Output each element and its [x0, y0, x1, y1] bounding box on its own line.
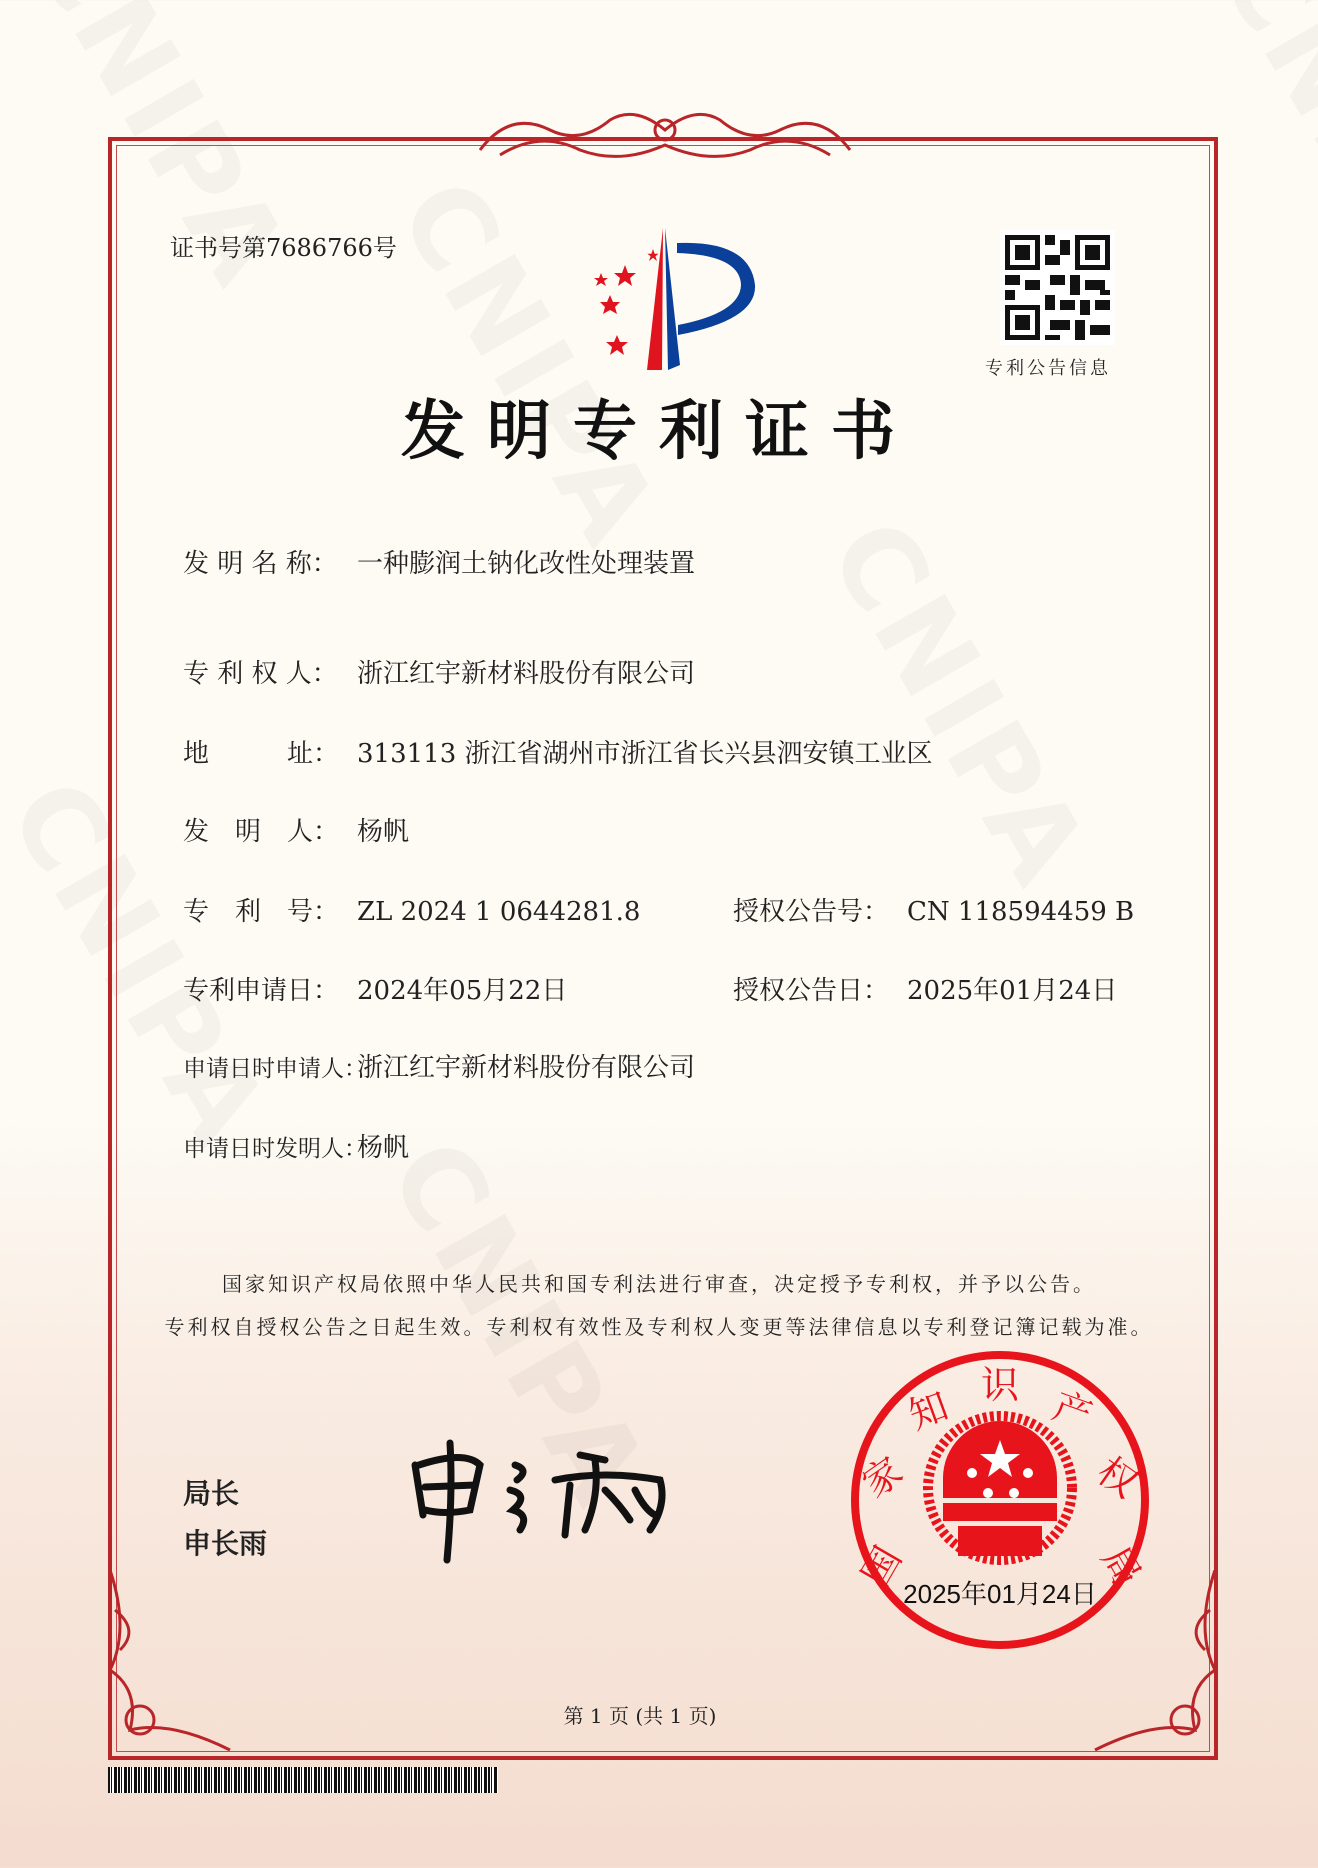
- field-patentee: [183, 653, 695, 690]
- declaration-line-1: 国家知识产权局依照中华人民共和国专利法进行审查，决定授予专利权，并予以公告。: [222, 1272, 1096, 1296]
- field-label: 授权公告日：: [733, 976, 890, 1006]
- svg-text:国: 国: [853, 1539, 911, 1594]
- field-applicant-at-filing: [183, 1047, 695, 1084]
- field-value: 浙江红宇新材料股份有限公司: [357, 659, 696, 689]
- page-title: 发明专利证书: [401, 395, 917, 469]
- field-inventor-at-filing: [183, 1127, 409, 1164]
- declaration-line-2: 专利权自授权公告之日起生效。专利权有效性及专利权人变更等法律信息以专利登记簿记载为准。: [164, 1315, 1154, 1339]
- field-label: 申请日时发明人：: [183, 1136, 367, 1162]
- field-value: 313113 浙江省湖州市浙江省长兴县泗安镇工业区: [357, 739, 933, 769]
- field-value: ZL 2024 1 0644281.8: [357, 897, 641, 927]
- chief-name: 申长雨: [183, 1527, 268, 1560]
- signature: [405, 1435, 685, 1565]
- field-label: 发 明 人：: [183, 817, 340, 847]
- barcode: [108, 1767, 498, 1793]
- field-application-date: [183, 970, 567, 1007]
- field-value: 杨帆: [357, 817, 410, 847]
- svg-text:局: 局: [1092, 1539, 1150, 1594]
- svg-text:识: 识: [980, 1363, 1020, 1407]
- field-label: 专 利 权 人：: [183, 659, 338, 689]
- field-grant-pub-number: [733, 891, 1134, 928]
- qr-code[interactable]: [1000, 230, 1115, 345]
- field-inventor: [183, 811, 409, 848]
- svg-text:知: 知: [903, 1383, 954, 1438]
- qr-caption: 专利公告信息: [985, 358, 1111, 379]
- field-label: 地 址：: [183, 739, 340, 769]
- page-footer: 第 1 页 (共 1 页): [563, 1704, 717, 1728]
- field-label: 专 利 号：: [183, 897, 340, 927]
- field-value: 杨帆: [357, 1133, 410, 1163]
- field-value: 2024年05月22日: [357, 976, 568, 1006]
- field-invention-name: [183, 543, 695, 580]
- field-address: [183, 733, 933, 770]
- field-patent-number: [183, 891, 640, 928]
- field-label: 申请日时申请人：: [183, 1056, 367, 1082]
- field-value: 一种膨润土钠化改性处理装置: [357, 549, 696, 579]
- svg-text:产: 产: [1047, 1383, 1098, 1438]
- cnipa-logo: [565, 225, 765, 375]
- corner-ornament-left: [100, 1570, 240, 1760]
- chief-title: 局长: [183, 1477, 240, 1510]
- field-value: CN 118594459 B: [907, 897, 1135, 927]
- field-value: 浙江红宇新材料股份有限公司: [357, 1053, 696, 1083]
- svg-text:家: 家: [854, 1448, 911, 1507]
- field-label: 发 明 名 称：: [183, 549, 338, 579]
- corner-ornament-right: [1085, 1570, 1225, 1760]
- svg-text:权: 权: [1089, 1448, 1146, 1507]
- top-ornament: [470, 100, 860, 170]
- field-grant-pub-date: [733, 970, 1117, 1007]
- certificate-number: 证书号第7686766号: [170, 234, 397, 262]
- field-value: 2025年01月24日: [907, 976, 1118, 1006]
- seal-date: 2025年01月24日: [903, 1579, 1097, 1609]
- field-label: 授权公告号：: [733, 897, 890, 927]
- field-label: 专利申请日：: [183, 976, 340, 1006]
